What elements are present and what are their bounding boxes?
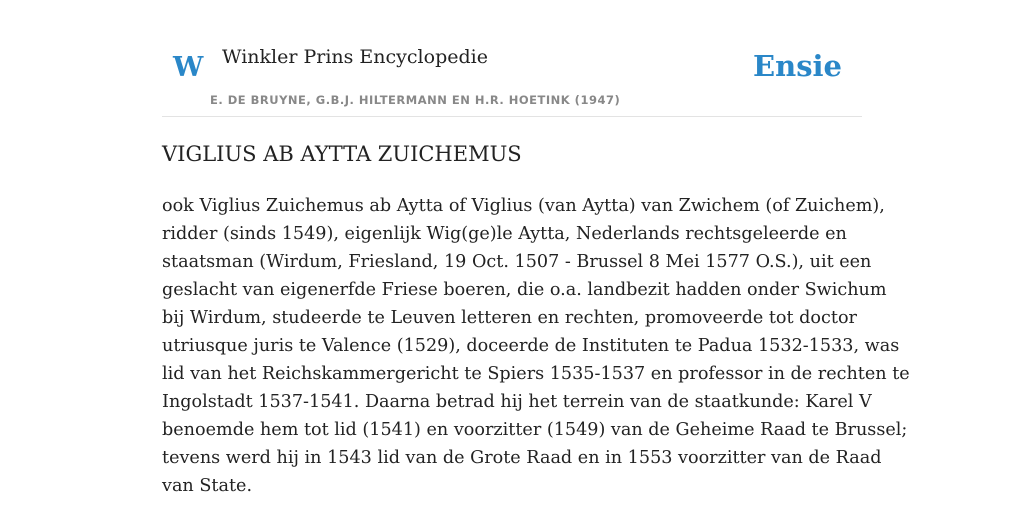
- publication-logo-w[interactable]: W: [173, 52, 204, 83]
- publication-title[interactable]: Winkler Prins Encyclopedie: [222, 46, 488, 68]
- article-body-line: utriusque juris te Valence (1529), doceerde de Instituten te Padua 1532-1533, was: [162, 336, 900, 356]
- article-body-line: tevens werd hij in 1543 lid van de Grote Raad en in 1553 voorzitter van de Raad: [162, 448, 882, 468]
- article-body-line: geslacht van eigenerfde Friese boeren, die o.a. landbezit hadden onder Swichum: [162, 280, 887, 300]
- article-body-line: benoemde hem tot lid (1541) en voorzitter (1549) van de Geheime Raad te Brussel;: [162, 420, 908, 440]
- site-header: [162, 0, 862, 117]
- article-body-line: bij Wirdum, studeerde te Leuven letteren en rechten, promoveerde tot doctor: [162, 308, 857, 328]
- ensie-logo[interactable]: Ensie: [753, 49, 842, 83]
- article-body-line: van State.: [162, 476, 253, 496]
- article-body-line: lid van het Reichskammergericht te Spiers 1535-1537 en professor in de rechten te: [162, 364, 910, 384]
- article-body: [162, 192, 910, 500]
- article-body-line: staatsman (Wirdum, Friesland, 19 Oct. 1507 - Brussel 8 Mei 1577 O.S.), uit een: [162, 252, 872, 272]
- article-body-line: Ingolstadt 1537-1541. Daarna betrad hij het terrein van de staatkunde: Karel V: [162, 392, 872, 412]
- article-title: VIGLIUS AB AYTTA ZUICHEMUS: [162, 142, 522, 166]
- publication-authors: E. DE BRUYNE, G.B.J. HILTERMANN EN H.R. HOETINK (1947): [210, 93, 621, 107]
- article-body-line: ridder (sinds 1549), eigenlijk Wig(ge)le Aytta, Nederlands rechtsgeleerde en: [162, 224, 847, 244]
- article-body-line: ook Viglius Zuichemus ab Aytta of Viglius (van Aytta) van Zwichem (of Zuichem),: [162, 196, 885, 216]
